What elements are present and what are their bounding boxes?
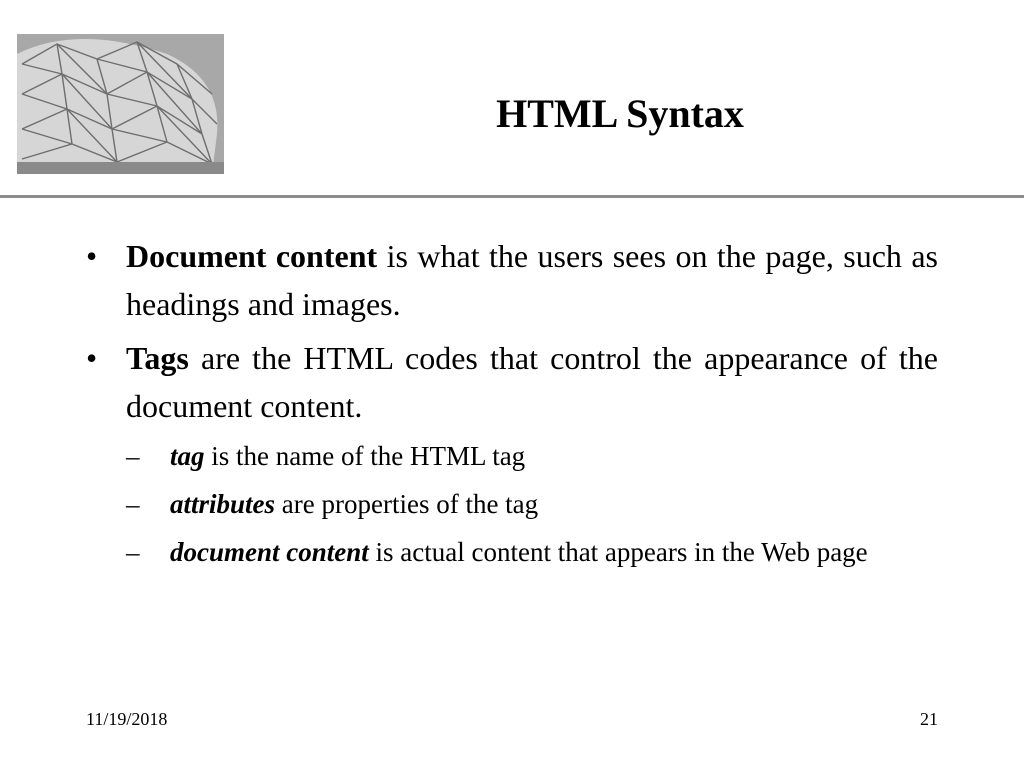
subbullet-term: attributes [170, 489, 276, 519]
bullet-term: Document content [126, 238, 378, 274]
subbullet-item [126, 440, 938, 472]
bullet-item [86, 232, 938, 328]
bullet-description: are the HTML codes that control the appearance of the document content. [126, 340, 938, 424]
bullet-marker: • [86, 238, 98, 274]
dash-marker: – [126, 441, 140, 471]
dash-marker: – [126, 489, 140, 519]
subbullet-text [170, 488, 938, 520]
subbullet-description: is actual content that appears in the Web page [368, 537, 868, 567]
bullet-description: is what the users sees on the page, such as headings and images. [126, 238, 939, 322]
subbullet-term: tag [170, 441, 205, 471]
dash-marker: – [126, 537, 140, 567]
subbullet-text [170, 536, 938, 568]
bullet-text [126, 334, 938, 430]
geodesic-structure-image [17, 34, 224, 174]
subbullet-term: document content [170, 537, 369, 567]
bullet-term: Tags [126, 340, 189, 376]
slide-body [86, 232, 938, 584]
subbullet-description: is the name of the HTML tag [204, 441, 526, 471]
subbullet-description: are properties of the tag [275, 489, 539, 519]
subbullet-text [170, 440, 938, 472]
subbullet-item [126, 536, 938, 568]
bullet-text [126, 232, 938, 328]
bullet-item [86, 334, 938, 430]
footer-date: 11/19/2018 [86, 709, 168, 729]
slide-number: 21 [920, 709, 938, 729]
subbullet-item [126, 488, 938, 520]
header-image [17, 34, 224, 174]
slide-title: HTML Syntax [496, 91, 744, 136]
title-divider [0, 195, 1024, 198]
bullet-marker: • [86, 340, 98, 376]
